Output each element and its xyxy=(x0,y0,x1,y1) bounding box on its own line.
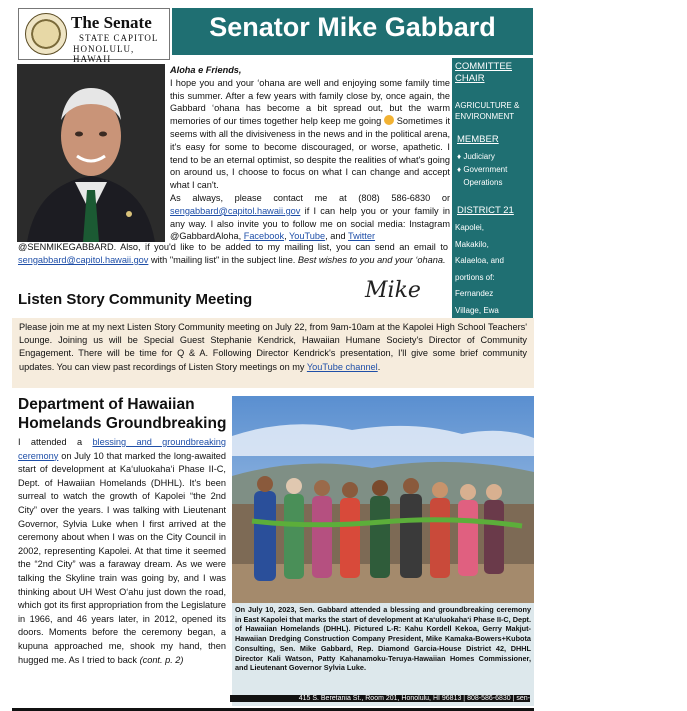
photo-caption-box xyxy=(232,603,534,706)
smiley-icon xyxy=(384,115,394,125)
listen-story-box xyxy=(12,318,534,388)
committee-name: AGRICULTURE & ENVIRONMENT xyxy=(455,101,520,121)
facebook-link[interactable]: Facebook xyxy=(243,231,285,242)
letter-p3a: @SENMIKEGABBARD. Also, if you'd like to be added to my mailing list, you can send an email to xyxy=(18,242,448,252)
district-area: Makakilo, xyxy=(455,239,489,249)
letter-p1b: Sometimes it seems with all the divisiveness in the news and in the political arena, it's easy for some to become discouraged, or worse, apathetic. I tend to be an eternal optimist, so despite the realities of what's going on around us, I choose to focus on what I can change and accept what I can't. xyxy=(170,116,451,191)
dhhl-heading: Department of Hawaiian Homelands Groundbreaking xyxy=(18,396,227,432)
sidebar xyxy=(452,58,533,322)
letter-paragraph-2: As always, please contact me at (808) 586-6830 or sengabbard@capitol.hawaii.gov if I can help you or your family in any way. I also invite you to follow me on social media: Instagram @GabbardAloha, Facebook, YouTube, and Twitter xyxy=(170,192,451,242)
issue-label: July 2023 Vol. 17 Issue 7 xyxy=(598,51,687,60)
ceremony-photo xyxy=(232,396,534,603)
letter-p2b: if I can help you or your family in any way. I also invite you to follow me on social media: Instagram @GabbardAloha, xyxy=(170,205,451,242)
groundbreaking-photo xyxy=(232,396,534,603)
letter-p2a: As always, please contact me at (808) 586-6830 or xyxy=(170,192,450,203)
letter-and: and xyxy=(330,231,346,242)
footer-address: 415 S. Beretania St., Room 201, Honolulu, HI 96813 | 808-586-6830 | sen- xyxy=(230,695,530,702)
listen-story-body: Please join me at my next Listen Story Community meeting on July 22, from 9am-10am at the Kapolei High School Teachers' Lounge. Joining us will be Special Guest Stephanie Kendrick, Hawaiian Humane Society's Director of Community Engagement. There will be time for Q & A. Following Director Kendrick's presentation, I'll give some brief community updates. You can view past recordings of Listen Story meetings on my xyxy=(19,322,527,372)
ceremony-link[interactable]: blessing and groundbreaking ceremony xyxy=(18,437,226,461)
district-area: Village, Ewa xyxy=(455,305,499,315)
portrait-photo xyxy=(17,64,165,242)
member-item-label: Judiciary xyxy=(463,152,495,161)
district-area: Fernandez xyxy=(455,289,494,298)
district-area: Kapolei, xyxy=(455,223,484,232)
seal-subtitle-1: STATE CAPITOL xyxy=(79,33,159,43)
continued-note: (cont. p. 2) xyxy=(139,654,184,665)
letter-body-continued xyxy=(18,241,448,267)
listen-story-text xyxy=(19,321,527,374)
title-banner xyxy=(172,8,687,60)
letter-paragraph-1 xyxy=(170,77,450,192)
listen-story-end: . xyxy=(377,361,381,372)
letter-greeting: Aloha e Friends, xyxy=(170,65,242,75)
state-seal-icon xyxy=(25,13,67,55)
district-area: portions of: xyxy=(455,272,495,282)
seal-subtitle-2: HONOLULU, HAWAII xyxy=(73,44,135,64)
photo-caption: On July 10, 2023, Sen. Gabbard attended a blessing and groundbreaking ceremony in East Kapolei that marks the start of development at Ka‘uluokaha‘i Phase II-C, Dept. of Hawaiian Homelands (DHHL). Pictured L-R: Kahu Kordell Kekoa, Gerry Makjut-Hawaiian Dredging Construction Company President, Mike Kamaka-Bowers+Kubota Consulting, Sen. Mike Gabbard, Rep. Diamond Garcia-House District 42, DHHL Director Kali Watson, Patty Kahanamoku-Teruya-Hawaiian Homes Commissioner, and Lieutenant Governor Sylvia Luke. xyxy=(235,605,531,673)
letter-body xyxy=(170,64,450,243)
email-link-2[interactable]: sengabbard@capitol.hawaii.gov xyxy=(18,254,149,265)
dhhl-body: on July 10 that marked the long-awaited start of development at Ka‘uluokaha‘i Phase II-C, Dept. of Hawaiian Homelands (DHHL). It's been surreal to watch the growth of Kapolei “the 2nd City” over the years. I was talking with Lieutenant Governor, Sylvia Luke when I first arrived at the ceremony about when I was on the City Council in 2002, representing Kapolei. At that time it seemed the “2nd City” was a faraway dream. As we were talking the Skyline train was going by, and I was thinking about UH West O‘ahu just down the road, which got its first appropriation from the Legislature in 1966, and 46 years later, in 2012, opened its doors. Moments before the ceremony began, a kupuna approached me, shook my hand, then hugged me. As I tried to back xyxy=(18,450,227,665)
listen-story-heading: Listen Story Community Meeting xyxy=(18,291,253,308)
member-item: ♦ Judiciary xyxy=(457,152,495,161)
district-areas xyxy=(455,220,533,319)
member-heading: MEMBER xyxy=(457,134,499,145)
email-link[interactable]: sengabbard@capitol.hawaii.gov xyxy=(170,205,301,216)
youtube-link[interactable]: YouTube xyxy=(289,231,326,242)
dhhl-article xyxy=(18,436,226,667)
seal-title: The Senate xyxy=(71,13,152,32)
senator-portrait xyxy=(17,64,165,242)
dhhl-intro: I attended a xyxy=(18,437,83,447)
member-item: ♦ Government Operations xyxy=(457,163,531,189)
letter-closing: Best wishes to you and your ‘ohana. xyxy=(297,254,446,265)
signature: Mike xyxy=(365,278,421,303)
letter-p3b: with "mailing list" in the subject line. xyxy=(150,254,296,265)
senate-seal-logo xyxy=(18,8,170,64)
committee-heading: COMMITTEE CHAIR xyxy=(455,61,512,84)
letter-p1: I hope you and your ‘ohana are well and enjoying some family time this summer. After a few years with family close by, once again, the Gabbard ‘ohana has become a bit spread out, but the warm memories of our times together help keep me going xyxy=(170,77,450,127)
district-heading: DISTRICT 21 xyxy=(457,205,514,216)
twitter-link[interactable]: Twitter xyxy=(347,231,376,242)
district-area: Kalaeloa, and xyxy=(455,256,504,265)
newsletter-title: Senator Mike Gabbard xyxy=(209,12,496,42)
youtube-channel-link[interactable]: YouTube channel xyxy=(306,361,378,372)
member-list xyxy=(457,150,531,189)
member-item-label: Government Operations xyxy=(463,165,508,187)
